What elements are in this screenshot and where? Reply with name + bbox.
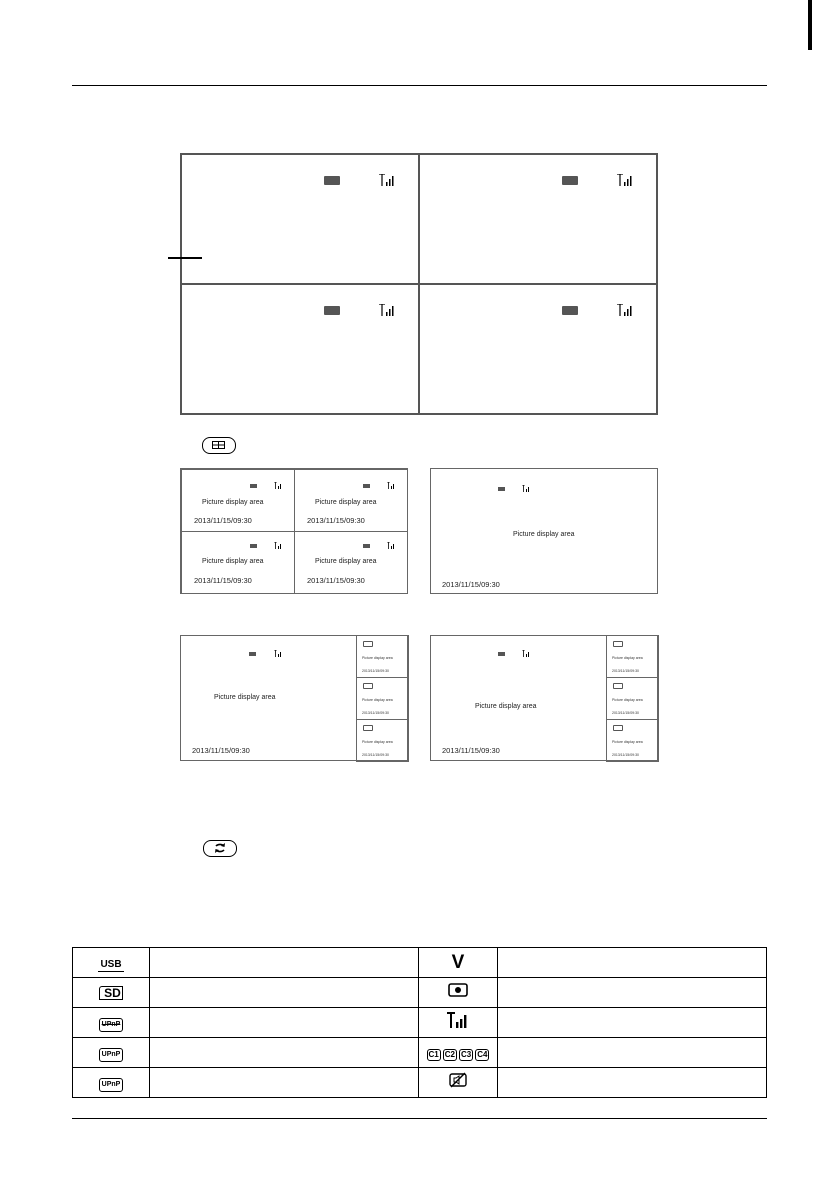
upnp-icon xyxy=(99,1078,124,1092)
signal-icon xyxy=(522,485,530,492)
sd-card-icon-label: SD xyxy=(104,985,121,1000)
channel-chip-icon xyxy=(613,641,623,647)
thumbnail-cell xyxy=(606,719,659,762)
thumbnail-cell xyxy=(356,635,409,678)
sd-card-icon xyxy=(99,986,123,1000)
table-row xyxy=(73,978,767,1008)
usb-icon xyxy=(98,959,123,972)
channel-c4-icon: C4 xyxy=(477,1049,488,1059)
signal-icon xyxy=(274,542,282,549)
picture-display-area-label: Picture display area xyxy=(214,694,276,701)
picture-display-area-label: Picture display area xyxy=(315,558,377,565)
timestamp: 2013/11/15/09:30 xyxy=(442,580,500,589)
signal-icon xyxy=(387,482,395,489)
page-tab-marker xyxy=(808,0,812,50)
layout-single-panel xyxy=(430,468,658,594)
quad-pane-2 xyxy=(418,153,658,285)
timestamp: 2013/11/15/09:30 xyxy=(612,669,639,673)
battery-icon xyxy=(498,652,505,656)
signal-strength-icon xyxy=(447,1012,469,1028)
icon-legend-table xyxy=(72,947,767,1098)
battery-icon xyxy=(324,176,340,185)
picture-display-area-label: Picture display area xyxy=(612,698,643,702)
battery-icon xyxy=(562,306,578,315)
usb-icon-label: USB xyxy=(100,958,122,970)
battery-icon xyxy=(363,484,370,488)
thumbnail-cell xyxy=(606,677,659,720)
battery-icon xyxy=(249,652,256,656)
cycle-button-icon xyxy=(203,840,237,857)
table-row xyxy=(73,1008,767,1038)
mute-icon xyxy=(448,1072,468,1088)
channel-c2-icon: C2 xyxy=(444,1049,455,1059)
table-cell xyxy=(73,1038,150,1068)
timestamp: 2013/11/15/09:30 xyxy=(362,753,389,757)
channel-c3-icon: C3 xyxy=(461,1049,472,1059)
header-rule xyxy=(72,85,767,86)
picture-display-area-label: Picture display area xyxy=(362,698,393,702)
table-cell xyxy=(150,948,419,978)
picture-display-area-label: Picture display area xyxy=(612,656,643,660)
quad-pane-3 xyxy=(180,283,420,415)
table-cell xyxy=(498,1038,767,1068)
signal-icon xyxy=(387,542,395,549)
timestamp: 2013/11/15/09:30 xyxy=(362,711,389,715)
table-cell xyxy=(150,1008,419,1038)
signal-icon xyxy=(617,174,633,186)
record-icon xyxy=(448,983,468,997)
table-cell xyxy=(419,1008,498,1038)
signal-icon xyxy=(379,304,395,316)
table-cell xyxy=(419,1068,498,1098)
table-cell xyxy=(419,978,498,1008)
quad-cell xyxy=(181,531,295,594)
timestamp: 2013/11/15/09:30 xyxy=(612,753,639,757)
battery-icon xyxy=(250,544,257,548)
table-cell xyxy=(73,978,150,1008)
footer-rule xyxy=(72,1118,767,1119)
timestamp: 2013/11/15/09:30 xyxy=(194,516,252,525)
quad-pane-4 xyxy=(418,283,658,415)
upnp-crossed-icon-label: UPnP xyxy=(101,1021,121,1028)
timestamp: 2013/11/15/09:30 xyxy=(442,746,500,755)
table-cell xyxy=(73,948,150,978)
quad-cell xyxy=(294,469,408,532)
battery-icon xyxy=(363,544,370,548)
picture-display-area-label: Picture display area xyxy=(362,740,393,744)
thumbnail-cell xyxy=(356,719,409,762)
picture-display-area-label: Picture display area xyxy=(202,499,264,506)
signal-icon xyxy=(617,304,633,316)
table-row xyxy=(73,1068,767,1098)
signal-icon xyxy=(379,174,395,186)
table-cell xyxy=(150,978,419,1008)
table-row xyxy=(73,1038,767,1068)
channel-chip-icon xyxy=(363,641,373,647)
table-cell xyxy=(419,948,498,978)
signal-icon xyxy=(522,650,530,657)
thumbnail-cell xyxy=(606,635,659,678)
channel-chip-icon xyxy=(363,683,373,689)
channel-c1-icon: C1 xyxy=(428,1049,439,1059)
table-cell xyxy=(150,1038,419,1068)
picture-display-area-label: Picture display area xyxy=(315,499,377,506)
timestamp: 2013/11/15/09:30 xyxy=(307,516,365,525)
table-cell xyxy=(498,978,767,1008)
table-cell xyxy=(150,1068,419,1098)
layout-quad-panel xyxy=(180,468,408,594)
quad-view-button-icon xyxy=(202,437,236,454)
layout-main-thumbs-panel-2 xyxy=(430,635,658,761)
upnp-crossed-icon xyxy=(99,1018,124,1032)
signal-icon xyxy=(274,650,282,657)
timestamp: 2013/11/15/09:30 xyxy=(612,711,639,715)
table-cell xyxy=(498,1068,767,1098)
signal-icon xyxy=(274,482,282,489)
channel-chip-icon xyxy=(613,683,623,689)
battery-icon xyxy=(562,176,578,185)
v-icon: V xyxy=(451,951,465,973)
timestamp: 2013/11/15/09:30 xyxy=(362,669,389,673)
quad-view-icon xyxy=(212,441,225,449)
timestamp: 2013/11/15/09:30 xyxy=(192,746,250,755)
quad-cell xyxy=(181,469,295,532)
channel-chip-icon xyxy=(363,725,373,731)
picture-display-area-label: Picture display area xyxy=(513,531,575,538)
thumbnail-cell xyxy=(356,677,409,720)
upnp-icon xyxy=(99,1048,124,1062)
quad-pane-1 xyxy=(180,153,420,285)
camera-channels-icon xyxy=(426,1044,491,1061)
table-cell xyxy=(498,948,767,978)
picture-display-area-label: Picture display area xyxy=(362,656,393,660)
picture-display-area-label: Picture display area xyxy=(202,558,264,565)
picture-display-area-label: Picture display area xyxy=(612,740,643,744)
battery-icon xyxy=(250,484,257,488)
upnp-icon-label: UPnP xyxy=(101,1051,121,1058)
picture-display-area-label: Picture display area xyxy=(475,703,537,710)
table-cell xyxy=(419,1038,498,1068)
table-row xyxy=(73,948,767,978)
upnp-icon-label: UPnP xyxy=(101,1081,121,1088)
channel-chip-icon xyxy=(613,725,623,731)
timestamp: 2013/11/15/09:30 xyxy=(307,576,365,585)
timestamp: 2013/11/15/09:30 xyxy=(194,576,252,585)
battery-icon xyxy=(324,306,340,315)
table-cell xyxy=(498,1008,767,1038)
table-cell xyxy=(73,1008,150,1038)
battery-icon xyxy=(498,487,505,491)
quad-cell xyxy=(294,531,408,594)
cycle-icon xyxy=(213,842,227,854)
layout-main-thumbs-panel-1 xyxy=(180,635,408,761)
callout-line xyxy=(168,257,202,259)
table-cell xyxy=(73,1068,150,1098)
